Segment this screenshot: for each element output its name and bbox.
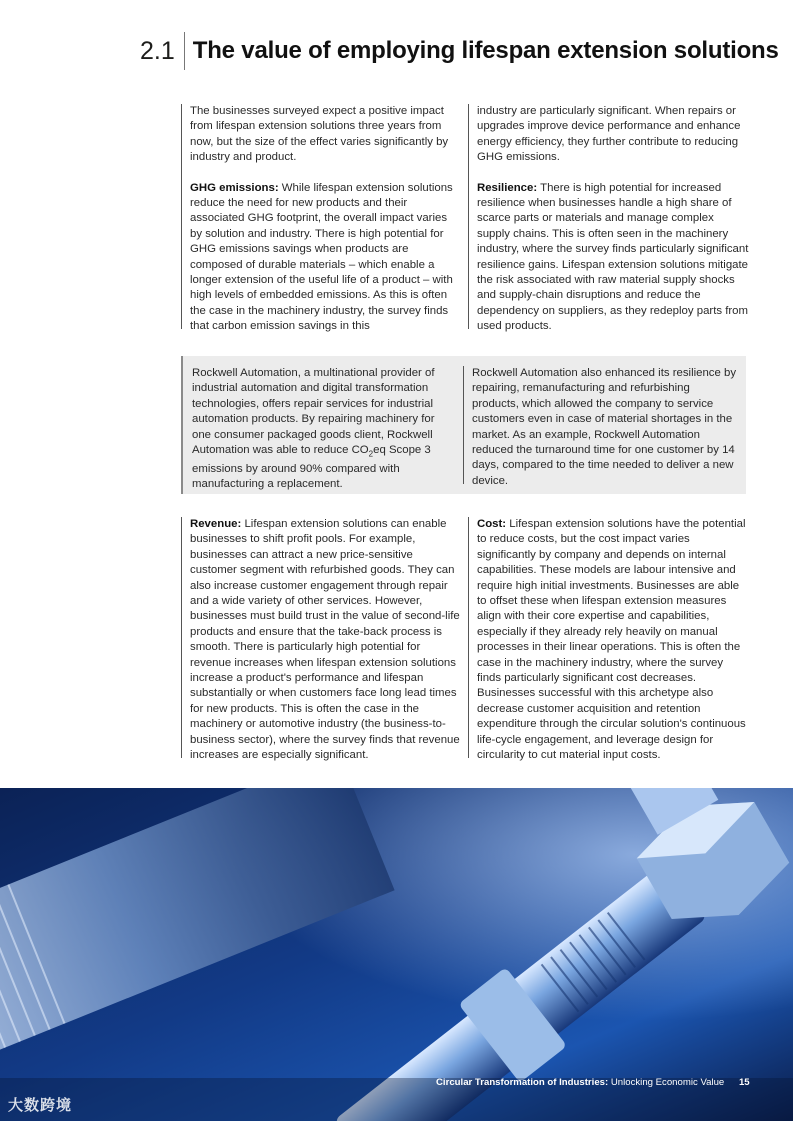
lower-right-rule (468, 517, 469, 758)
cost-body: Lifespan extension solutions have the potential to reduce costs, but the cost impact varies significantly by company and depends on internal capabilities. These models are labour intensive and require high initial investments. Businesses are able to offset these when lifespan extension measures align with their core expertise and capabilities, especially if they already rely heavily on manual processes in their linear operations. This is often the case in the machinery industry, where the survey finds particularly significant cost decreases. Businesses successful with this archetype also decrease customer acquisition and retention expenditure through the circular solution's continuous life-cycle engagement, and leverage design for circularity to cut material input costs. (477, 518, 746, 762)
intro-continued-paragraph: industry are particularly significant. When repairs or upgrades improve device performance and enhance energy efficiency, they further contribute to reducing GHG emissions. (477, 105, 741, 164)
case-study-divider (463, 366, 464, 484)
left-column-rule (181, 104, 182, 329)
watermark: 大数跨境 (8, 1097, 73, 1114)
case-study-left (192, 366, 452, 493)
section-header (140, 30, 779, 72)
section-title: The value of employing lifespan extension solutions (192, 37, 779, 64)
lower-right-column (477, 517, 749, 779)
revenue-body: Lifespan extension solutions can enable businesses to shift profit pools. For example, businesses can attract a new price-sensitive customer segment with refurbished goods. They can also increase customer engagement through repair and a wide variety of other services. However, businesses must build trust in the value of second-life products and ensure that the take-back process is smooth. There is particularly high potential for revenue increases when lifespan extension solutions increase a product's performance and lifespan substantially or when customers face long lead times for new products. This is often the case in the machinery or automotive industry (the business-to-business sector), where the survey finds that revenue increases are especially significant. (190, 518, 460, 762)
case-study-box (181, 356, 746, 494)
right-column-rule (468, 104, 469, 329)
resilience-body: There is high potential for increased resilience when businesses handle a high share of scarce parts or materials and manage complex supply chains. This is often seen in the machinery industry, where the survey finds particularly significant resilience gains. Lifespan extension solutions mitigate the risk associated with raw material supply shocks and supply-chain disruptions and reduce the dependency on suppliers, as they redeploy parts from used products. (477, 181, 749, 333)
upper-right-column (477, 104, 749, 350)
section-number: 2.1 (140, 36, 175, 65)
lower-left-rule (181, 517, 182, 758)
resilience-paragraph (477, 181, 749, 335)
intro-paragraph: The businesses surveyed expect a positive impact from lifespan extension solutions three years from now, but the size of the effect varies significantly by industry and product. (190, 105, 449, 164)
upper-left-column (190, 104, 462, 350)
footer-report-subtitle: Unlocking Economic Value (610, 1077, 725, 1088)
case-study-right: Rockwell Automation also enhanced its resilience by repairing, remanufacturing and refurbishing products, which allowed the company to service customers even in case of material shortages in the market. As an example, Rockwell Automation reduced the turnaround time for one customer by 14 days, compared to the time needed to deliver a new device. (472, 367, 737, 487)
machinery-photo (0, 788, 793, 1121)
case-study-accent-rule (181, 356, 183, 494)
page-footer (436, 1077, 750, 1088)
resilience-heading: Resilience: (477, 181, 538, 194)
page-number: 15 (738, 1077, 750, 1088)
ghg-body: While lifespan extension solutions reduce the need for new products and their associated GHG footprint, the overall impact varies by solution and industry. There is high potential for GHG emissions savings when products are composed of durable materials – which enable a longer extension of the useful life of a product – with high levels of embedded emissions. As this is often the case in the machinery industry, the survey finds that carbon emission savings in this (190, 181, 453, 333)
footer-report-title: Circular Transformation of Industries: (436, 1077, 609, 1088)
ghg-heading: GHG emissions: (190, 181, 279, 194)
revenue-heading: Revenue: (190, 518, 242, 530)
revenue-paragraph (190, 517, 462, 764)
case-study-left-text: Rockwell Automation, a multinational provider of industrial automation and digital transformation technologies, offers repair services for industrial automation products. By repairing machinery for one consumer packaged goods client, Rockwell Automation was able to reduce CO (192, 367, 435, 457)
case-study-left-text-end: eq Scope 3 emissions by around 90% compared with manufacturing a replacement. (192, 444, 431, 491)
cost-paragraph (477, 517, 749, 764)
header-divider (184, 32, 185, 70)
co2-subscript: 2 (368, 449, 374, 459)
cost-heading: Cost: (477, 518, 507, 530)
ghg-paragraph (190, 181, 462, 335)
lower-left-column (190, 517, 462, 779)
